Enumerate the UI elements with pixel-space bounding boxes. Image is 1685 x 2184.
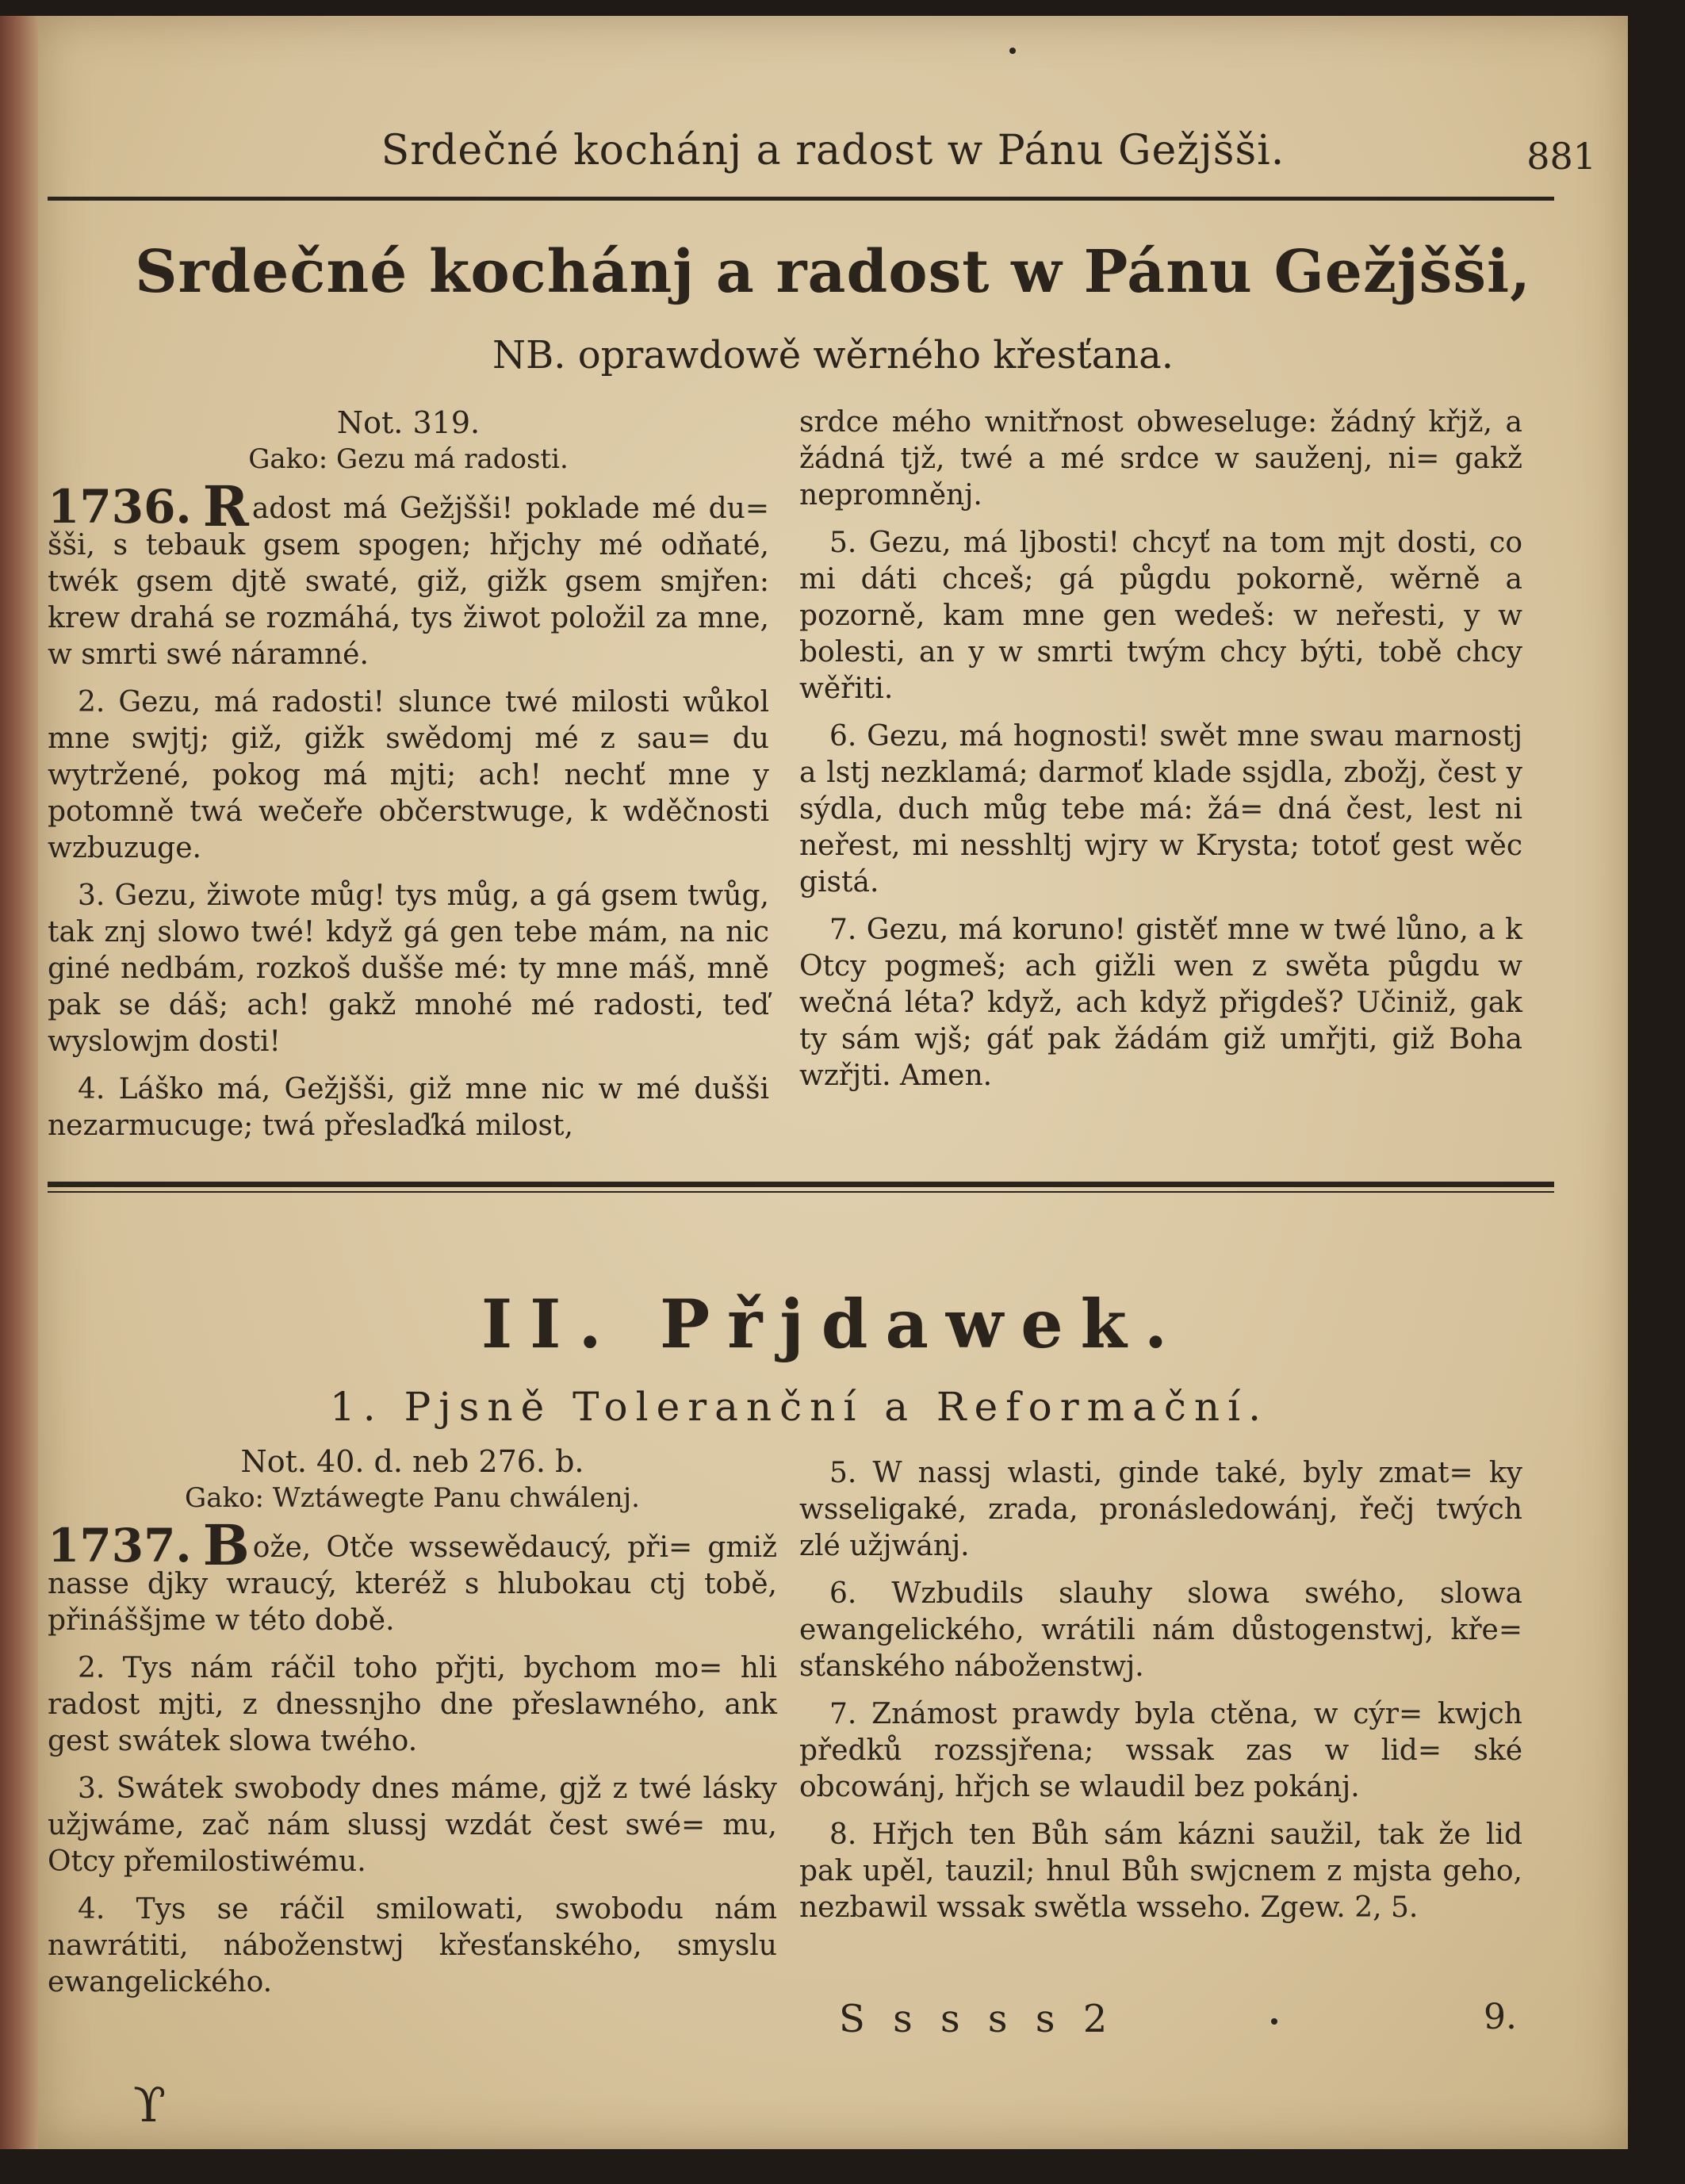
page-number: 881 [1526,135,1596,178]
book-page [38,16,1628,2149]
melody-reference: Gako: Wztáwegte Panu chwálenj. [185,1482,640,1514]
hymn-subtitle: NB. oprawdowě wěrného křesťana. [492,333,1174,377]
drop-cap-letter: R [202,473,249,539]
stanza-3: 3. Gezu, žiwote můg! tys můg, a gá gsem twůg, tak znj slowo twé! když gá gen tebe mám, na nic giné nedbám, rozkoš dušše mé: ty mne máš, mně pak se dáš; ach! gakž mnohé mé radosti, teď wyslowjm dosti! [48,879,769,1058]
subsection-heading: 1. Pjsně Toleranční a Reformační. [329,1384,1269,1430]
stanza-4: 4. Tys se ráčil smilowati, swobodu nám nawrátiti, náboženstwj křesťanského, smyslu ewangelického. [48,1893,777,1998]
hymn-left-column [48,404,769,1155]
appendix-right-column [799,1455,1522,1937]
hymn-title: Srdečné kochánj a radost w Pánu Gežjšši, [135,238,1531,306]
notation-reference: Not. 40. d. neb 276. b. [240,1444,584,1479]
stanza-5: 5. W nassj wlasti, ginde také, byly zmat= ky wsseligaké, zrada, pronásledowánj, řečj twých zlé užjwánj. [799,1457,1522,1562]
signature-mark: S s s s s 2 [839,1997,1116,2041]
stanza-4-continued: srdce mého wnitřnost obweseluge: žádný křjž, a žádná tjž, twé a mé srdce w sauženj, ni= gakž nepromněnj. [799,406,1522,512]
stanza-text: adost má Gežjšši! poklade mé du= šši, s tebauk gsem spogen; hřjchy mé odňaté, twék gsem djtě swaté, giž, gižk gsem smjřen: krew drahá se rozmáhá, tys žiwot položil za mne, w smrti swé náramné. [48,492,769,671]
section-divider-thin [48,1191,1554,1193]
notation-reference: Not. 319. [336,405,481,440]
section-heading: II. Přjdawek. [481,1285,1185,1363]
book-binding-edge [0,16,38,2149]
stanza-6: 6. Wzbudils slauhy slowa swého, slowa ewangelického, wrátili nám důstogenstwj, kře= sťanského náboženstwj. [799,1577,1522,1683]
catchword: 9. [1484,1997,1517,2037]
stanza-8: 8. Hřjch ten Bůh sám kázni saužil, tak že lid pak upěl, tauzil; hnul Bůh swjcnem z mjsta geho, nezbawil wssak swětla wsseho. Zgew. 2, 5. [799,1818,1522,1924]
stanza-2: 2. Gezu, má radosti! slunce twé milosti wůkol mne swjtj; giž, gižk swědomj mé z sau= du wytržené, pokog má mjti; ach! nechť mne y potomně twá wečeře občerstwuge, k wděčnosti wzbuzuge. [48,686,769,864]
stanza-1 [48,473,769,673]
appendix-left-column [48,1443,777,2012]
stanza-3: 3. Swátek swobody dnes máme, gjž z twé lásky užjwáme, zač nám slussj wzdát čest swé= mu, Otcy přemilostiwému. [48,1772,777,1878]
section-divider-thick [48,1182,1554,1187]
hymn-number: 1736. [48,480,192,534]
header-rule [48,197,1554,201]
ink-speck [1009,48,1016,54]
hymn-number: 1737. [48,1519,192,1573]
stanza-7: 7. Známost prawdy byla ctěna, w cýr= kwjch předků rozssjřena; wssak zas w lid= ské obcowánj, hřjch se wlaudil bez pokánj. [799,1698,1522,1803]
running-title: Srdečné kochánj a radost w Pánu Gežjšši. [381,127,1285,174]
melody-reference: Gako: Gezu má radosti. [248,443,569,475]
stanza-5: 5. Gezu, má ljbosti! chcyť na tom mjt dosti, co mi dáti chceš; gá půgdu pokorně, wěrně a pozorně, kam mne gen wedeš: w neřesti, y w bolesti, an y w smrti twým chcy býti, tobě chcy wěřiti. [799,527,1522,705]
hymn-right-column [799,404,1522,1105]
ink-speck [1271,2018,1277,2025]
stanza-2: 2. Tys nám ráčil toho přjti, bychom mo= hli radost mjti, z dnessnjho dne přeslawného, ank gest swátek slowa twého. [48,1652,777,1757]
stanza-7: 7. Gezu, má koruno! gistěť mne w twé lůno, a k Otcy pogmeš; ach gižli wen z swěta půgdu w wečná léta? když, ach když přigdeš? Učiniž, gak ty sám wjš; gáť pak žádám giž umřjti, giž Boha wzřjti. Amen. [799,914,1522,1092]
ink-scribble-mark: ϒ [133,2078,167,2133]
stanza-1 [48,1512,777,1639]
stanza-6: 6. Gezu, má hognosti! swět mne swau marnostj a lstj nezklamá; darmoť klade ssjdla, zbožj, čest y sýdla, duch můg tebe má: žá= dná čest, lest ni neřest, mi nesshltj wjry w Krysta; totoť gest wěc gistá. [799,720,1522,899]
stanza-text: ože, Otče wssewědaucý, při= gmiž nasse djky wraucý, kteréž s hlubokau ctj tobě, přináššjme w této době. [48,1531,777,1637]
drop-cap-letter: B [202,1512,250,1578]
stanza-4: 4. Láško má, Gežjšši, giž mne nic w mé dušši nezarmucuge; twá přeslaďká milost, [48,1073,769,1142]
